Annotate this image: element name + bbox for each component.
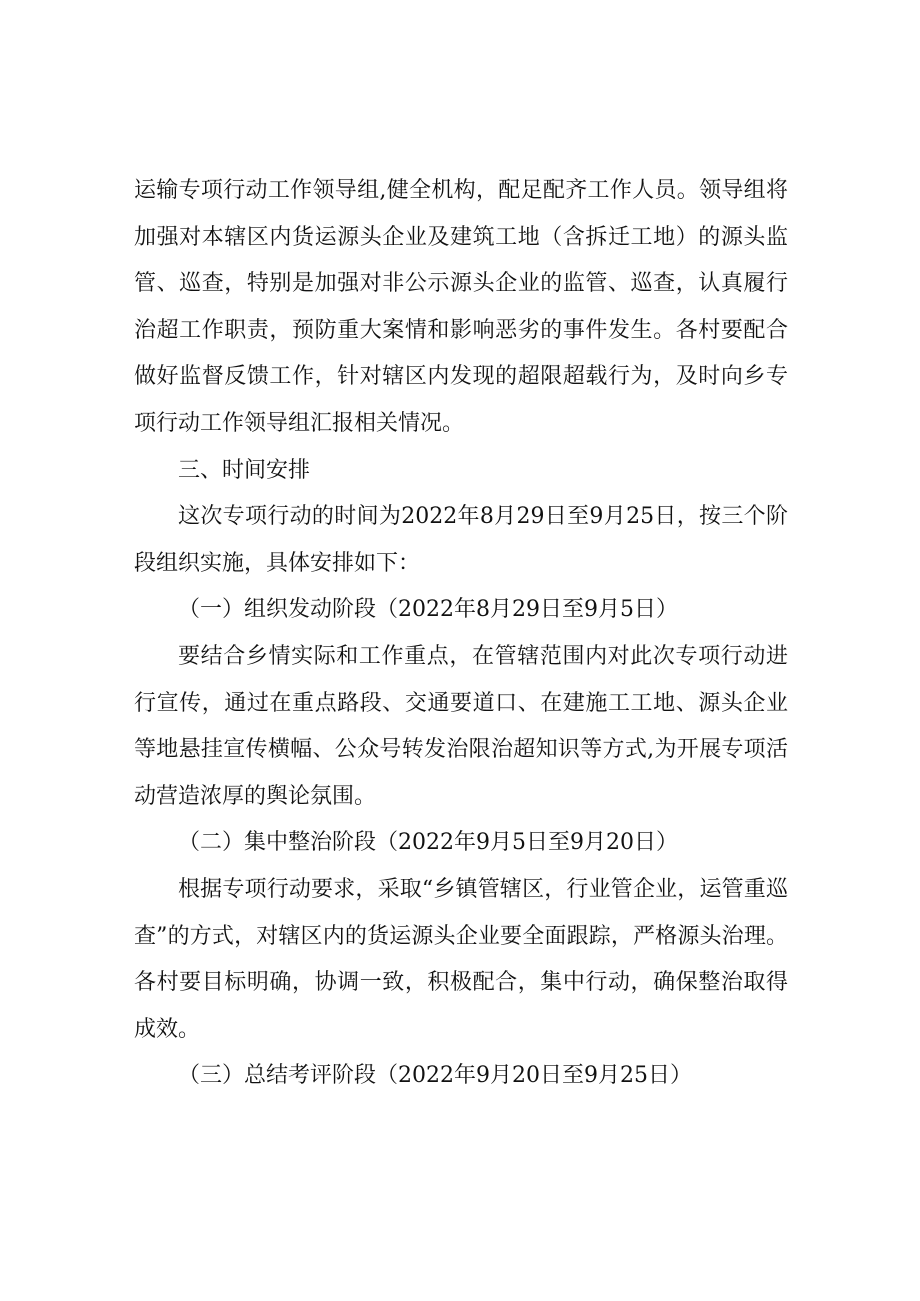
subheading-phase-rectification: （二）集中整治阶段（2022年9月5日至9月20日） [178,830,678,856]
subheading-phase-mobilization: （一）组织发动阶段（2022年8月29日至9月5日） [178,597,678,623]
paragraph-mobilization: 要结合乡情实际和工作重点，在管辖范围内对此次专项行动进行宣传，通过在重点路段、交通要道口、在建施工工地、源头企业等地悬挂宣传横幅、公众号转发治限治超知识等方式,为开展专项活动营造浓厚的舆论氛围。 [134,643,788,809]
paragraph-schedule-overview: 这次专项行动的时间为2022年8月29日至9月25日，按三个阶段组织实施，具体安排如下： [134,504,788,576]
paragraph-leadership-group: 运输专项行动工作领导组,健全机构，配足配齐工作人员。领导组将加强对本辖区内货运源头企业及建筑工地（含拆迁工地）的源头监管、巡查，特别是加强对非公示源头企业的监管、巡查，认真履行治超工作职责，预防重大案情和影响恶劣的事件发生。各村要配合做好监督反馈工作，针对辖区内发现的超限超载行为，及时向乡专项行动工作领导组汇报相关情况。 [134,178,788,436]
subheading-phase-evaluation: （三）总结考评阶段（2022年9月20日至9月25日） [178,1063,692,1089]
section-heading-schedule: 三、时间安排 [178,457,311,483]
document-body [134,168,788,1100]
paragraph-rectification: 根据专项行动要求，采取“乡镇管辖区，行业管企业，运管重巡查”的方式，对辖区内的货运源头企业要全面跟踪，严格源头治理。各村要目标明确，协调一致，积极配合，集中行动，确保整治取得成效。 [134,876,788,1042]
